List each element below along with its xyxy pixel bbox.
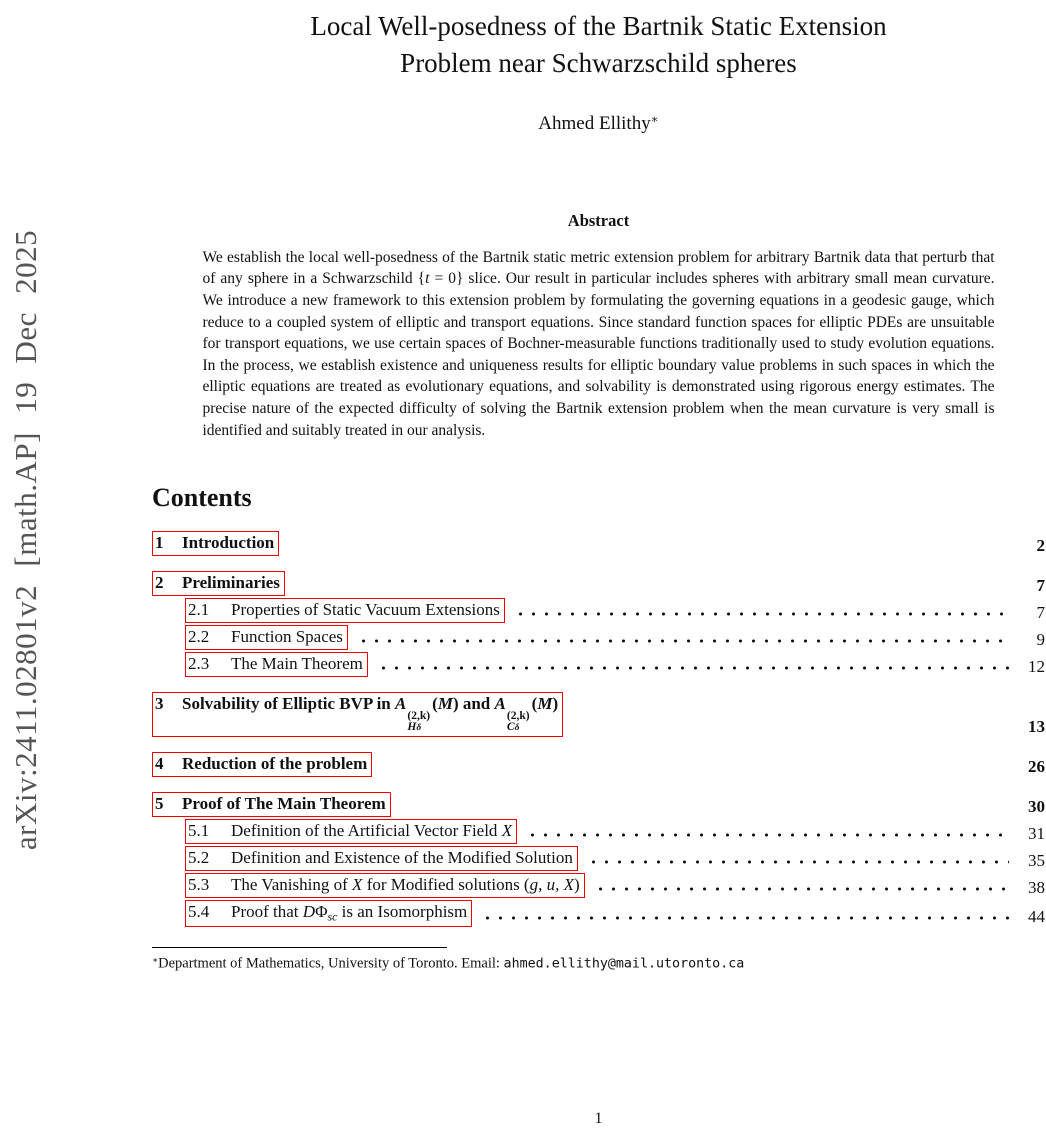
toc-number: 5.4 [188, 901, 210, 921]
toc-title: Solvability of Elliptic BVP in A (2,k) Hδ (M) and A (2,k) Cδ (M) [182, 694, 559, 734]
toc-number: 5.2 [188, 847, 210, 867]
toc-title: Definition and Existence of the Modified Solution [231, 847, 573, 867]
toc-number: 5.1 [188, 820, 210, 840]
toc-row-static-vacuum-extensions [185, 598, 1045, 623]
toc-link-solvability-elliptic-bvp[interactable] [152, 692, 563, 736]
paper-content [152, 0, 1045, 973]
paper-title-line-2: Problem near Schwarzschild spheres [400, 48, 797, 78]
toc-page-number: 35 [1028, 850, 1045, 870]
toc-dot-leader [594, 887, 1009, 891]
toc-row-preliminaries [152, 571, 1045, 596]
author-name [152, 112, 1045, 135]
abstract-heading: Abstract [567, 210, 630, 230]
toc-link-static-vacuum-extensions[interactable] [185, 598, 505, 623]
toc-number: 5 [155, 793, 164, 813]
toc-number: 1 [155, 533, 164, 553]
toc-link-main-theorem[interactable] [185, 652, 368, 677]
toc-row-artificial-vector-field [185, 819, 1045, 844]
page-number: 1 [594, 1110, 603, 1127]
toc-link-isomorphism-proof[interactable] [185, 900, 472, 928]
toc-link-vanishing-of-x[interactable] [185, 873, 585, 898]
toc-dot-leader [481, 916, 1009, 920]
toc-number: 2.3 [188, 654, 210, 674]
toc-link-preliminaries[interactable] [152, 571, 285, 596]
toc-page-number: 9 [1036, 630, 1045, 650]
toc-title: Introduction [182, 533, 275, 553]
toc-number: 2.1 [188, 600, 210, 620]
toc-title: Reduction of the problem [182, 753, 368, 773]
toc-number: 5.3 [188, 874, 210, 894]
toc-link-function-spaces[interactable] [185, 625, 348, 650]
toc-link-reduction-of-problem[interactable] [152, 752, 372, 777]
table-of-contents [152, 531, 1045, 927]
toc-title: Preliminaries [182, 573, 280, 593]
toc-title: Proof that $D\Phi_{sc}$ is an Isomorphism [231, 901, 468, 924]
toc-page-number: 7 [1036, 576, 1045, 596]
toc-row-reduction-of-problem [152, 752, 1045, 777]
paper-title [152, 8, 1045, 82]
toc-dot-leader [514, 612, 1009, 616]
toc-number: 3 [155, 694, 164, 714]
toc-number: 4 [155, 753, 164, 773]
footnote-text: ∗Department of Mathematics, University of Toronto. Email: ahmed.ellithy@mail.utoronto.ca [152, 955, 745, 972]
abstract-text: We establish the local well-posedness of the Bartnik static metric extension problem for arbitrary Bartnik data that perturb that of any sphere in a Schwarzschild {t = 0} slice. Our result in particular includes spheres with arbitrary small mean curvature. We introduce a new framework to this extension problem by formulating the governing equations in a geodesic gauge, which reduce to a coupled system of elliptic and transport equations. Since standard function spaces for elliptic PDEs are unsuitable for transport equations, we use certain spaces of Bochner-measurable functions traditionally used to study evolution equations. In the process, we establish existence and uniqueness results for elliptic boundary value problems in such spaces in which the elliptic equations are treated as evolutionary equations, and solvability is demonstrated using rigorous energy estimates. The precise nature of the expected difficulty of solving the Bartnik extension problem when the mean curvature is very small is identified and suitably treated in our analysis. [202, 248, 995, 439]
author-name-text: Ahmed Ellithy [538, 112, 651, 134]
toc-number: 2 [155, 573, 164, 593]
toc-title: Proof of The Main Theorem [182, 793, 386, 813]
toc-page-number: 12 [1028, 657, 1045, 677]
arxiv-watermark: arXiv:2411.02801v2 [math.AP] 19 Dec 2025 [8, 229, 43, 851]
toc-link-modified-solution[interactable] [185, 846, 578, 871]
toc-title: The Vanishing of X for Modified solutions (g, u, X) [231, 874, 580, 894]
toc-dot-leader [357, 639, 1009, 643]
toc-row-function-spaces [185, 625, 1045, 650]
toc-link-proof-main-theorem[interactable] [152, 792, 391, 817]
footnote-rule [152, 947, 447, 948]
toc-dot-leader [587, 860, 1009, 864]
paper-title-line-1: Local Well-posedness of the Bartnik Static Extension [310, 11, 887, 41]
toc-page-number: 44 [1028, 907, 1045, 927]
toc-page-number: 13 [1028, 716, 1045, 736]
toc-title: Function Spaces [231, 627, 343, 647]
contents-heading: Contents [152, 483, 252, 513]
toc-title: The Main Theorem [231, 654, 363, 674]
toc-link-introduction[interactable] [152, 531, 279, 556]
toc-link-artificial-vector-field[interactable] [185, 819, 517, 844]
toc-page-number: 7 [1036, 603, 1045, 623]
toc-row-main-theorem [185, 652, 1045, 677]
author-footnote-mark: ∗ [650, 113, 659, 126]
toc-number: 2.2 [188, 627, 210, 647]
toc-dot-leader [377, 666, 1009, 670]
toc-title: Properties of Static Vacuum Extensions [231, 600, 500, 620]
toc-row-introduction [152, 531, 1045, 556]
toc-page-number: 30 [1028, 796, 1045, 816]
toc-row-modified-solution [185, 846, 1045, 871]
toc-title: Definition of the Artificial Vector Field X [231, 820, 513, 840]
toc-dot-leader [526, 833, 1009, 837]
toc-page-number: 26 [1028, 756, 1045, 776]
toc-page-number: 2 [1036, 536, 1045, 556]
toc-page-number: 31 [1028, 823, 1045, 843]
toc-row-vanishing-of-x [185, 873, 1045, 898]
toc-row-isomorphism-proof [185, 900, 1045, 928]
toc-page-number: 38 [1028, 877, 1045, 897]
toc-row-proof-main-theorem [152, 792, 1045, 817]
toc-row-solvability-elliptic-bvp [152, 692, 1045, 736]
footnote-area [152, 947, 1045, 972]
